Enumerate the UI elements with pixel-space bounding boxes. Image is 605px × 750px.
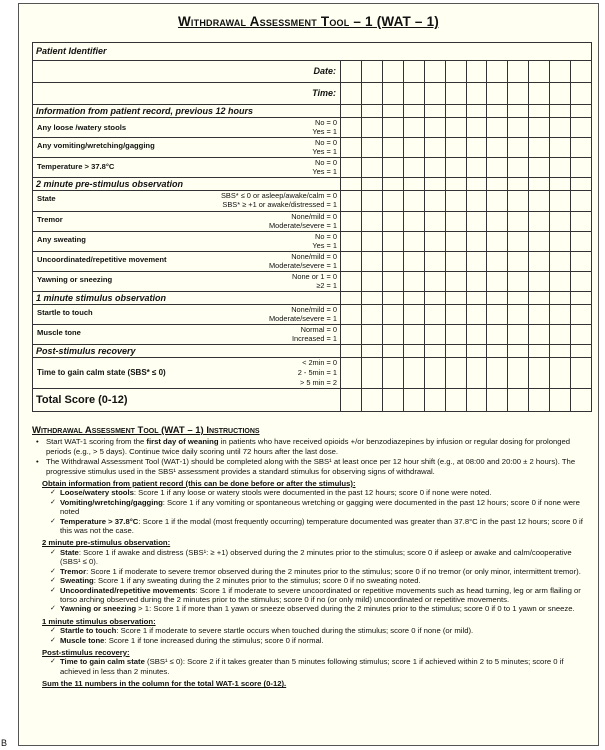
score-option: < 2min = 0 [302, 358, 337, 367]
score-cell[interactable] [529, 158, 550, 177]
score-cell[interactable] [362, 252, 383, 271]
total-cell[interactable] [571, 389, 591, 411]
score-cell[interactable] [508, 191, 529, 211]
score-cell[interactable] [425, 358, 446, 388]
score-cell[interactable] [362, 272, 383, 291]
score-cell[interactable] [508, 232, 529, 251]
score-cell[interactable] [425, 232, 446, 251]
score-cell[interactable] [467, 191, 488, 211]
score-cell[interactable] [446, 272, 467, 291]
section-post-title: Post-stimulus recovery [36, 346, 136, 356]
item-row-muscle-tone [33, 325, 591, 345]
date-cell[interactable] [362, 61, 383, 82]
score-cell[interactable] [341, 212, 362, 231]
score-cell[interactable] [529, 191, 550, 211]
score-option: No = 0 [315, 118, 337, 127]
patient-identifier-row [33, 43, 591, 61]
item-row-yawning [33, 272, 591, 292]
score-cell[interactable] [508, 272, 529, 291]
score-cell[interactable] [383, 325, 404, 344]
time-cell[interactable] [446, 83, 467, 104]
score-cell[interactable] [446, 191, 467, 211]
score-cell[interactable] [362, 158, 383, 177]
section-post-row [33, 345, 591, 358]
score-cell[interactable] [487, 191, 508, 211]
item-row-uncoordinated [33, 252, 591, 272]
time-label: Time: [312, 88, 336, 98]
score-cell[interactable] [550, 138, 571, 157]
score-cell[interactable] [529, 325, 550, 344]
score-cell[interactable] [383, 232, 404, 251]
score-cell[interactable] [467, 272, 488, 291]
score-option: Moderate/severe = 1 [269, 221, 337, 230]
score-cell[interactable] [487, 158, 508, 177]
score-cell[interactable] [383, 138, 404, 157]
score-cell[interactable] [571, 252, 591, 271]
score-cell[interactable] [425, 118, 446, 137]
score-cell[interactable] [529, 118, 550, 137]
instructions [32, 426, 590, 689]
total-cell[interactable] [425, 389, 446, 411]
score-cell[interactable] [571, 212, 591, 231]
score-cell[interactable] [508, 325, 529, 344]
score-cell[interactable] [487, 358, 508, 388]
date-cell[interactable] [529, 61, 550, 82]
date-cell[interactable] [487, 61, 508, 82]
score-option: None or 1 = 0 [292, 272, 337, 281]
instruction-bullet: • The Withdrawal Assessment Tool (WAT-1) should be completed along with the SBS¹ at least once per 12 hour shift (e.g., at 08:00 and 20:00 ± 2 hours). The progressive stimulus used in the SBS¹ assessment provides a standard stimulus for observing signs of withdrawal. [32, 457, 590, 476]
score-cell[interactable] [362, 138, 383, 157]
score-cell[interactable] [341, 191, 362, 211]
item-label: Yawning or sneezing [37, 275, 113, 284]
score-cell[interactable] [404, 118, 425, 137]
score-cell[interactable] [362, 325, 383, 344]
score-cell[interactable] [341, 305, 362, 324]
score-option: No = 0 [315, 138, 337, 147]
score-cell[interactable] [508, 358, 529, 388]
score-cell[interactable] [529, 212, 550, 231]
score-cell[interactable] [550, 118, 571, 137]
score-cell[interactable] [446, 252, 467, 271]
time-row [33, 83, 591, 105]
score-cell[interactable] [425, 158, 446, 177]
score-cell[interactable] [446, 158, 467, 177]
score-cell[interactable] [508, 252, 529, 271]
score-cell[interactable] [425, 325, 446, 344]
score-cell[interactable] [571, 325, 591, 344]
score-cell[interactable] [425, 138, 446, 157]
score-cell[interactable] [446, 212, 467, 231]
score-option: Yes = 1 [312, 167, 337, 176]
total-cell[interactable] [362, 389, 383, 411]
score-cell[interactable] [341, 158, 362, 177]
score-cell[interactable] [446, 118, 467, 137]
total-cell[interactable] [383, 389, 404, 411]
score-cell[interactable] [467, 305, 488, 324]
score-cell[interactable] [571, 118, 591, 137]
score-cell[interactable] [550, 305, 571, 324]
time-cell[interactable] [487, 83, 508, 104]
score-option: Moderate/severe = 1 [269, 314, 337, 323]
item-label: Tremor [37, 215, 63, 224]
score-cell[interactable] [362, 305, 383, 324]
item-label: Muscle tone [37, 328, 81, 337]
item-row-sweating [33, 232, 591, 252]
score-cell[interactable] [425, 272, 446, 291]
total-cell[interactable] [446, 389, 467, 411]
total-cell[interactable] [550, 389, 571, 411]
date-cell[interactable] [383, 61, 404, 82]
score-cell[interactable] [446, 305, 467, 324]
score-cell[interactable] [467, 232, 488, 251]
time-cell[interactable] [404, 83, 425, 104]
score-cell[interactable] [529, 358, 550, 388]
section-stim-row [33, 292, 591, 305]
score-cell[interactable] [467, 158, 488, 177]
item-label: Any sweating [37, 235, 86, 244]
patient-identifier-label: Patient Identifier [36, 46, 107, 56]
figure-label: B [1, 738, 8, 748]
section-stim-title: 1 minute stimulus observation [36, 293, 167, 303]
score-cell[interactable] [550, 232, 571, 251]
date-cell[interactable] [550, 61, 571, 82]
score-option: None/mild = 0 [291, 212, 337, 221]
score-cell[interactable] [404, 252, 425, 271]
check-item: ✓ Loose/watery stools: Score 1 if any loose or watery stools were documented in the past 12 hours; score 0 if none were noted. [32, 488, 590, 497]
time-cell[interactable] [467, 83, 488, 104]
instructions-title: Withdrawal Assessment Tool (WAT – 1) Instructions [32, 425, 260, 436]
score-cell[interactable] [467, 252, 488, 271]
score-cell[interactable] [446, 232, 467, 251]
total-cell[interactable] [467, 389, 488, 411]
score-option: Yes = 1 [312, 127, 337, 136]
score-option: None/mild = 0 [291, 305, 337, 314]
score-cell[interactable] [362, 232, 383, 251]
score-cell[interactable] [487, 252, 508, 271]
score-cell[interactable] [550, 358, 571, 388]
post-stimulus-heading: Post-stimulus recovery: [42, 647, 130, 657]
score-cell[interactable] [425, 191, 446, 211]
total-score-label: Total Score (0-12) [36, 394, 128, 406]
total-cell[interactable] [404, 389, 425, 411]
score-option: SBS* ≤ 0 or asleep/awake/calm = 0 [220, 191, 337, 200]
item-row-startle [33, 305, 591, 325]
score-cell[interactable] [383, 118, 404, 137]
score-option: SBS* ≥ +1 or awake/distressed = 1 [222, 200, 337, 209]
time-cell[interactable] [529, 83, 550, 104]
section-pre-title: 2 minute pre-stimulus observation [36, 179, 184, 189]
item-row-calm-state [33, 358, 591, 389]
score-option: Yes = 1 [312, 147, 337, 156]
check-item: ✓ Vomiting/wretching/gagging: Score 1 if any vomiting or spontaneous wretching or gagging were documented in the past 12 hours; score 0 if none were noted [32, 498, 590, 517]
score-cell[interactable] [487, 272, 508, 291]
score-cell[interactable] [571, 305, 591, 324]
date-label: Date: [313, 66, 336, 76]
score-cell[interactable] [529, 272, 550, 291]
check-item: ✓ State: Score 1 if awake and distress (SBS¹: ≥ +1) observed during the 2 minutes prior to the stimulus; score 0 if asleep or awake and calm/cooperative (SBS¹ ≤ 0). [32, 548, 590, 567]
score-option: No = 0 [315, 158, 337, 167]
stimulus-heading: 1 minute stimulus observation: [42, 616, 156, 626]
score-cell[interactable] [550, 212, 571, 231]
score-cell[interactable] [383, 305, 404, 324]
date-cell[interactable] [571, 61, 591, 82]
score-cell[interactable] [404, 212, 425, 231]
check-item: ✓ Muscle tone: Score 1 if tone increased during the stimulus; score 0 if normal. [32, 636, 590, 645]
item-label: Any vomiting/wretching/gagging [37, 141, 155, 150]
score-cell[interactable] [383, 252, 404, 271]
score-cell[interactable] [404, 325, 425, 344]
check-item: ✓ Uncoordinated/repetitive movements: Score 1 if moderate to severe uncoordinated or repetitive movements such as head turning, leg or arm flailing or torso arching observed during the 2 minutes prior to the stimulus; score 0 if no (or only mild) uncoordinated or repetitive movements. [32, 586, 590, 605]
score-cell[interactable] [404, 232, 425, 251]
score-cell[interactable] [404, 138, 425, 157]
score-cell[interactable] [550, 191, 571, 211]
score-cell[interactable] [362, 212, 383, 231]
item-label: State [37, 194, 56, 203]
time-cell[interactable] [550, 83, 571, 104]
score-cell[interactable] [508, 305, 529, 324]
score-cell[interactable] [529, 252, 550, 271]
score-cell[interactable] [529, 305, 550, 324]
score-cell[interactable] [571, 191, 591, 211]
score-cell[interactable] [550, 252, 571, 271]
date-cell[interactable] [341, 61, 362, 82]
item-label: Uncoordinated/repetitive movement [37, 255, 167, 264]
score-cell[interactable] [425, 305, 446, 324]
score-cell[interactable] [571, 138, 591, 157]
score-cell[interactable] [362, 118, 383, 137]
score-option: 2 - 5min = 1 [297, 368, 337, 377]
score-cell[interactable] [383, 358, 404, 388]
date-row [33, 61, 591, 83]
score-option: ≥2 = 1 [316, 281, 337, 290]
score-cell[interactable] [341, 358, 362, 388]
score-cell[interactable] [404, 191, 425, 211]
score-cell[interactable] [446, 358, 467, 388]
score-cell[interactable] [341, 118, 362, 137]
score-option: Moderate/severe = 1 [269, 261, 337, 270]
record-heading: Obtain information from patient record (this can be done before or after the stimulus): [42, 479, 356, 489]
item-label: Time to gain calm state (SBS* ≤ 0) [37, 368, 166, 377]
score-cell[interactable] [404, 358, 425, 388]
score-cell[interactable] [341, 272, 362, 291]
item-label: Any loose /watery stools [37, 123, 127, 132]
score-cell[interactable] [467, 325, 488, 344]
total-cell[interactable] [529, 389, 550, 411]
score-cell[interactable] [529, 232, 550, 251]
item-row-state [33, 191, 591, 212]
time-cell[interactable] [362, 83, 383, 104]
total-cell[interactable] [508, 389, 529, 411]
score-cell[interactable] [362, 358, 383, 388]
score-cell[interactable] [404, 272, 425, 291]
time-cell[interactable] [425, 83, 446, 104]
score-option: > 5 min = 2 [300, 378, 337, 387]
page-title: Withdrawal Assessment Tool – 1 (WAT – 1) [177, 14, 439, 29]
item-row-temperature [33, 158, 591, 178]
score-cell[interactable] [571, 358, 591, 388]
date-cell[interactable] [446, 61, 467, 82]
time-cell[interactable] [383, 83, 404, 104]
section-record-row [33, 105, 591, 118]
date-cell[interactable] [508, 61, 529, 82]
date-cell[interactable] [467, 61, 488, 82]
date-cell[interactable] [425, 61, 446, 82]
date-cell[interactable] [404, 61, 425, 82]
score-cell[interactable] [383, 158, 404, 177]
score-cell[interactable] [467, 358, 488, 388]
score-cell[interactable] [487, 118, 508, 137]
score-cell[interactable] [467, 118, 488, 137]
score-cell[interactable] [362, 191, 383, 211]
item-row-vomiting [33, 138, 591, 158]
score-cell[interactable] [467, 212, 488, 231]
score-cell[interactable] [571, 272, 591, 291]
score-cell[interactable] [383, 272, 404, 291]
total-cell[interactable] [487, 389, 508, 411]
score-cell[interactable] [341, 252, 362, 271]
score-cell[interactable] [571, 232, 591, 251]
score-cell[interactable] [508, 158, 529, 177]
score-option: No = 0 [315, 232, 337, 241]
score-cell[interactable] [341, 232, 362, 251]
score-cell[interactable] [487, 138, 508, 157]
item-label: Temperature > 37.8°C [37, 162, 115, 171]
score-cell[interactable] [550, 158, 571, 177]
section-pre-row [33, 178, 591, 191]
check-item: ✓ Time to gain calm state (SBS¹ ≤ 0): Score 2 if it takes greater than 5 minutes following stimulus; score 1 if achieved within 2 to 5 minutes; score 0 if achieved in less than 2 minutes. [32, 657, 590, 676]
score-option: None/mild = 0 [291, 252, 337, 261]
score-cell[interactable] [487, 325, 508, 344]
item-row-stools [33, 118, 591, 138]
time-cell[interactable] [571, 83, 591, 104]
score-cell[interactable] [341, 325, 362, 344]
total-cell[interactable] [341, 389, 362, 411]
sum-instruction: Sum the 11 numbers in the column for the total WAT-1 score (0-12). [42, 679, 287, 689]
score-cell[interactable] [341, 138, 362, 157]
time-cell[interactable] [508, 83, 529, 104]
item-row-tremor [33, 212, 591, 232]
score-cell[interactable] [508, 118, 529, 137]
score-cell[interactable] [383, 191, 404, 211]
check-item: ✓ Temperature > 37.8°C: Score 1 if the modal (most frequently occurring) temperature documented was greater than 37.8°C in the past 12 hours; score 0 if this was not the case. [32, 517, 590, 536]
score-cell[interactable] [446, 325, 467, 344]
score-cell[interactable] [404, 305, 425, 324]
score-cell[interactable] [467, 138, 488, 157]
total-score-row [33, 389, 591, 411]
score-cell[interactable] [550, 325, 571, 344]
score-cell[interactable] [529, 138, 550, 157]
score-cell[interactable] [425, 212, 446, 231]
check-item: ✓ Startle to touch: Score 1 if moderate to severe startle occurs when touched during the stimulus; score 0 if none (or mild). [32, 626, 590, 635]
score-cell[interactable] [487, 212, 508, 231]
check-item: ✓ Yawning or sneezing > 1: Score 1 if more than 1 yawn or sneeze observed during the 2 minutes prior to the stimulus; score 0 if 0 to 1 yawn or sneeze. [32, 604, 590, 613]
score-cell[interactable] [571, 158, 591, 177]
score-cell[interactable] [425, 252, 446, 271]
score-cell[interactable] [383, 212, 404, 231]
score-cell[interactable] [487, 232, 508, 251]
score-cell[interactable] [550, 272, 571, 291]
check-item: ✓ Sweating: Score 1 if any sweating during the 2 minutes prior to the stimulus; score 0 if no sweating noted. [32, 576, 590, 585]
score-cell[interactable] [508, 138, 529, 157]
score-option: Normal = 0 [300, 325, 337, 334]
score-option: Yes = 1 [312, 241, 337, 250]
score-cell[interactable] [446, 138, 467, 157]
time-cell[interactable] [341, 83, 362, 104]
wat1-form-page [18, 3, 599, 746]
instruction-bullet: • Start WAT-1 scoring from the first day of weaning in patients who have received opioids +/or benzodiazepines by infusion or regular dosing for prolonged periods (e.g., > 5 days). Continue twice daily scoring until 72 hours after the last dose. [32, 437, 590, 456]
score-cell[interactable] [508, 212, 529, 231]
score-cell[interactable] [487, 305, 508, 324]
score-cell[interactable] [404, 158, 425, 177]
check-item: ✓ Tremor: Score 1 if moderate to severe tremor observed during the 2 minutes prior to the stimulus; score 0 if no tremor (or only minor, intermittent tremor). [32, 567, 590, 576]
pre-stimulus-heading: 2 minute pre-stimulus observation: [42, 538, 171, 548]
assessment-table [32, 42, 592, 412]
section-record-title: Information from patient record, previous 12 hours [36, 106, 254, 116]
item-label: Startle to touch [37, 308, 93, 317]
score-option: Increased = 1 [292, 334, 337, 343]
